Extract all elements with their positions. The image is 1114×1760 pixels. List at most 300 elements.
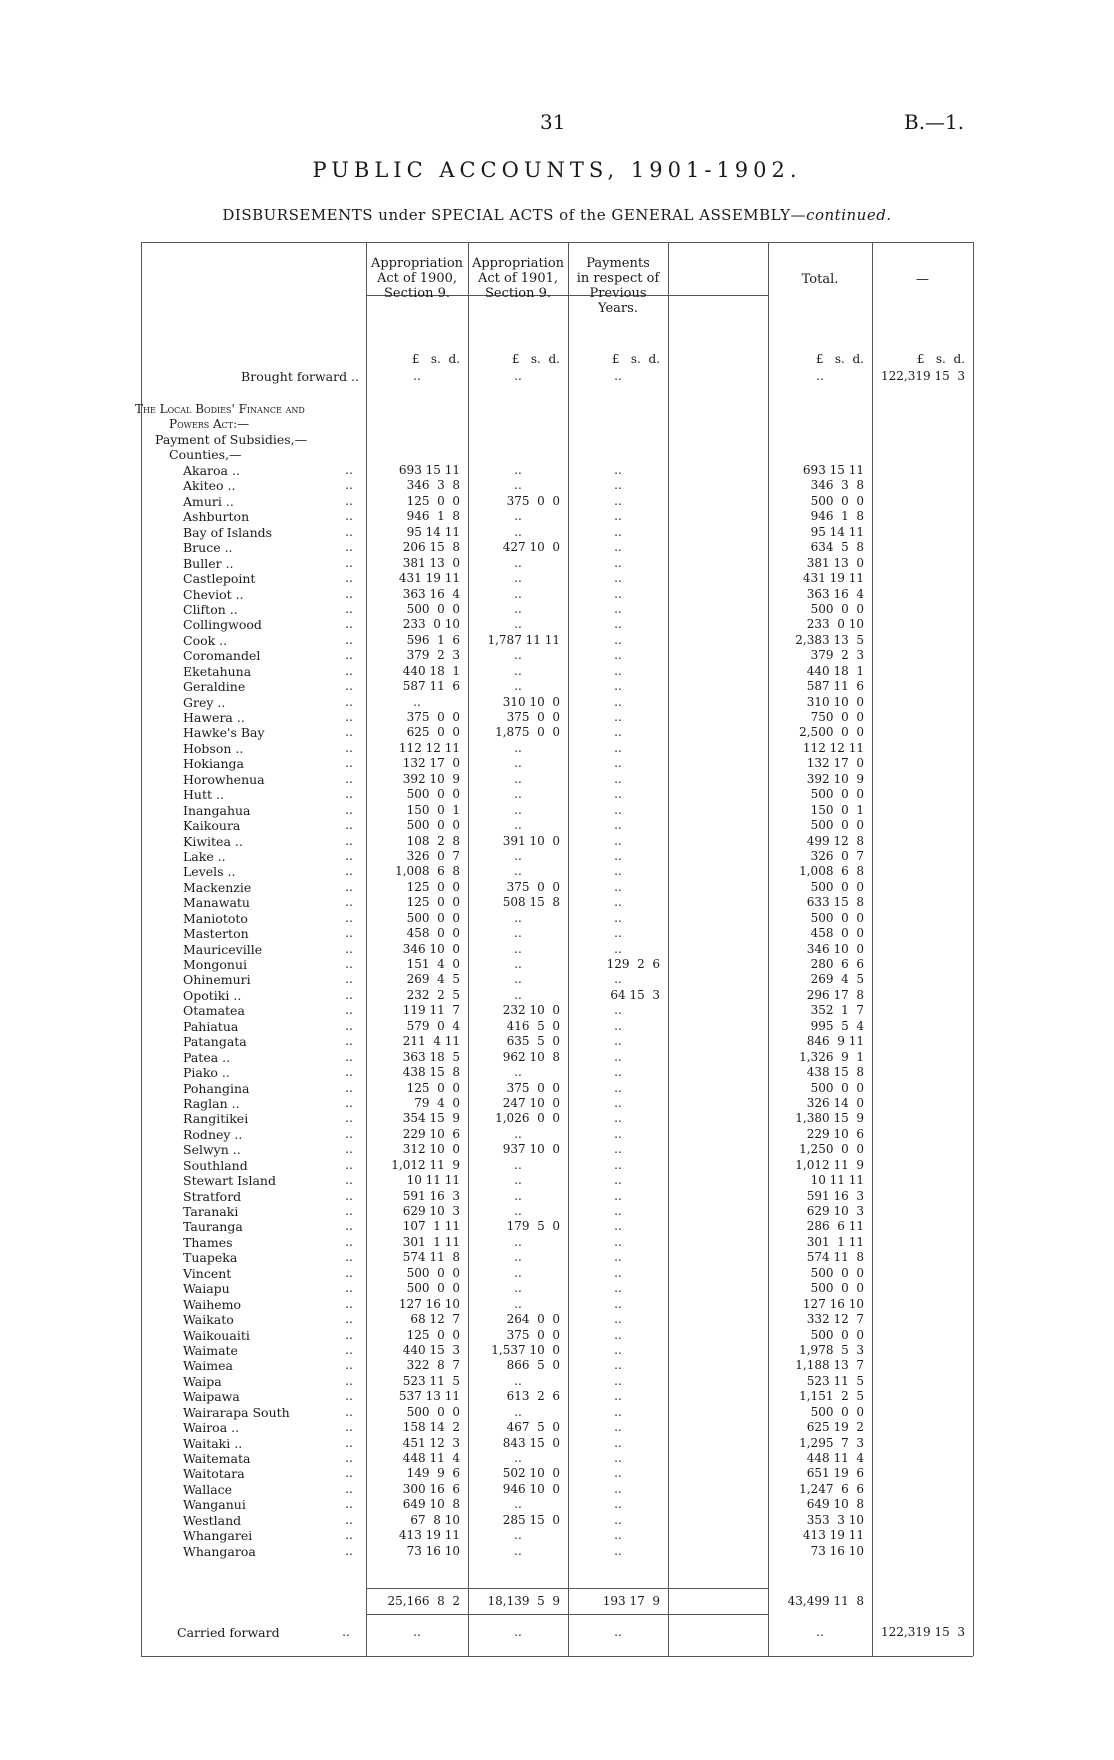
amount-c2: 937 10 0 xyxy=(502,1142,560,1157)
amount-c2: .. xyxy=(514,463,522,477)
county-name: Mackenzie xyxy=(183,879,252,895)
amount-c4: 693 15 11 xyxy=(802,463,864,477)
amount-c1: 346 10 0 xyxy=(402,941,460,956)
leader-dots: .. xyxy=(345,617,353,632)
amount-c3: .. xyxy=(614,1512,622,1527)
leader-dots: .. xyxy=(345,1188,353,1203)
amount-c3: .. xyxy=(614,1528,622,1543)
amount-c2: .. xyxy=(514,941,522,956)
table-row xyxy=(141,1050,973,1065)
amount-c1: 438 15 8 xyxy=(402,1065,460,1080)
amount-c1: 354 15 9 xyxy=(402,1111,460,1126)
table-row xyxy=(141,849,973,864)
county-name: Pahiatua xyxy=(183,1018,239,1034)
amount-c4: 326 0 7 xyxy=(810,848,864,863)
table-row xyxy=(141,1250,973,1265)
amount-c1: 625 0 0 xyxy=(406,725,460,740)
amount-c3: .. xyxy=(614,1250,622,1265)
county-name: Wanganui xyxy=(183,1497,246,1513)
amount-c4: 2,383 13 5 xyxy=(795,632,864,647)
table-row xyxy=(141,602,973,617)
totals-underline xyxy=(366,1614,768,1615)
amount-c2: 375 0 0 xyxy=(506,710,560,724)
amount-c2: 232 10 0 xyxy=(502,1003,560,1018)
table-row xyxy=(141,1420,973,1435)
amount-c3: .. xyxy=(614,1404,622,1419)
table-row xyxy=(141,1374,973,1389)
amount-c1: 107 1 11 xyxy=(402,1219,460,1234)
county-name: Tauranga xyxy=(183,1219,243,1235)
leader-dots: .. xyxy=(345,632,353,647)
amount-c1: 523 11 5 xyxy=(402,1373,460,1388)
amount-c2: 635 5 0 xyxy=(506,1034,560,1049)
amount-c4: 1,978 5 3 xyxy=(799,1342,864,1357)
table-row xyxy=(141,710,973,725)
amount-c1: 629 10 3 xyxy=(402,1204,460,1218)
amount-c4: 301 1 11 xyxy=(806,1234,864,1249)
table-row xyxy=(141,1081,973,1096)
amount-c4: 458 0 0 xyxy=(810,926,864,941)
amount-c1: 300 16 6 xyxy=(402,1481,460,1496)
amount-c1: 125 0 0 xyxy=(406,493,460,508)
amount-c3: .. xyxy=(614,1018,622,1033)
amount-c3: .. xyxy=(614,524,622,539)
amount-c3: .. xyxy=(614,601,622,616)
amount-c3: .. xyxy=(614,1265,622,1280)
amount-c3: .. xyxy=(614,555,622,570)
amount-c1: 312 10 0 xyxy=(402,1142,460,1157)
amount-c3: .. xyxy=(614,1034,622,1049)
amount-c2: .. xyxy=(514,1296,522,1311)
leader-dots: .. xyxy=(345,1342,353,1357)
amount-c4: 363 16 4 xyxy=(806,586,864,601)
county-name: Wairarapa South xyxy=(183,1404,290,1420)
leader-dots: .. xyxy=(345,1451,353,1465)
leader-dots: .. xyxy=(345,1034,353,1049)
column-header-previous-years: Payments in respect of Previous Years. xyxy=(576,256,660,316)
amount-c3: .. xyxy=(614,740,622,755)
amount-c2: .. xyxy=(514,1373,522,1388)
amount-c4: 73 16 10 xyxy=(810,1543,864,1558)
amount-c4: 1,188 13 7 xyxy=(795,1358,864,1373)
amount-c4: 346 3 8 xyxy=(810,478,864,493)
amount-c2: .. xyxy=(514,818,522,833)
amount-c4: 523 11 5 xyxy=(806,1373,864,1388)
amount-c1: 448 11 4 xyxy=(402,1451,460,1465)
amount-c3: .. xyxy=(614,1327,622,1342)
amount-c4: 310 10 0 xyxy=(806,694,864,709)
county-name: Vincent xyxy=(183,1265,232,1281)
amount-c4: 500 0 0 xyxy=(810,910,864,925)
amount-c4: 286 6 11 xyxy=(806,1219,864,1234)
amount-c3: .. xyxy=(614,1049,622,1064)
table-row xyxy=(141,756,973,771)
amount-c2: 179 5 0 xyxy=(506,1219,560,1234)
amount-c4: 95 14 11 xyxy=(810,524,864,539)
amount-c2: .. xyxy=(514,617,522,632)
leader-dots: .. xyxy=(345,725,353,740)
table-row xyxy=(141,834,973,849)
amount-c3: .. xyxy=(614,1451,622,1465)
leader-dots: .. xyxy=(345,1373,353,1388)
amount-c3: .. xyxy=(614,1312,622,1327)
amount-c4: 233 0 10 xyxy=(806,617,864,632)
amount-c2: 427 10 0 xyxy=(502,540,560,555)
leader-dots: .. xyxy=(345,555,353,570)
amount-c4: 500 0 0 xyxy=(810,1327,864,1342)
amount-c1: 500 0 0 xyxy=(406,1281,460,1296)
county-name: Mauriceville xyxy=(183,941,263,957)
column-header-blank: — xyxy=(916,272,929,287)
table-row xyxy=(141,1297,973,1312)
amount-c3: .. xyxy=(614,540,622,555)
leader-dots: .. xyxy=(345,787,353,802)
amount-c4: 946 1 8 xyxy=(810,509,864,524)
amount-c1: 413 19 11 xyxy=(398,1528,460,1543)
amount-c2: 613 2 6 xyxy=(506,1389,560,1404)
amount-c3: .. xyxy=(614,972,622,987)
amount-c4: 10 11 11 xyxy=(810,1173,864,1188)
county-name: Geraldine xyxy=(183,679,246,695)
amount-c1: 67 8 10 xyxy=(410,1512,460,1527)
amount-c1: 500 0 0 xyxy=(406,818,460,833)
table-row xyxy=(141,1497,973,1512)
county-name: Wallace xyxy=(183,1481,233,1497)
amount-c2: .. xyxy=(514,864,522,879)
amount-c3: .. xyxy=(614,895,622,910)
leader-dots: .. xyxy=(345,864,353,879)
unit-label: £ s. d. xyxy=(511,352,560,366)
leader-dots: .. xyxy=(345,1111,353,1126)
leader-dots: .. xyxy=(345,1389,353,1404)
amount-c3: .. xyxy=(614,617,622,632)
amount-c3: .. xyxy=(614,910,622,925)
amount-c1: 363 18 5 xyxy=(402,1049,460,1064)
amount-c3: .. xyxy=(614,710,622,724)
amount-c2: .. xyxy=(514,648,522,663)
table-row xyxy=(141,525,973,540)
county-name: Hobson .. xyxy=(183,740,244,756)
county-name: Masterton xyxy=(183,926,249,942)
amount-c2: .. xyxy=(514,586,522,601)
leader-dots: .. xyxy=(345,926,353,941)
table-row xyxy=(141,1204,973,1219)
amount-c3: .. xyxy=(614,1126,622,1141)
amount-c2: 946 10 0 xyxy=(502,1481,560,1496)
amount-c3: .. xyxy=(614,1466,622,1481)
amount-c1: 392 10 9 xyxy=(402,771,460,786)
amount-c1: 500 0 0 xyxy=(406,601,460,616)
amount-c4: 633 15 8 xyxy=(806,895,864,910)
leader-dots: .. xyxy=(345,1219,353,1234)
amount-c3: .. xyxy=(614,1373,622,1388)
county-name: Waihemo xyxy=(183,1296,242,1312)
brought-forward-c4: .. xyxy=(816,369,824,383)
table-bottom-rule xyxy=(141,1656,973,1657)
leader-dots: .. xyxy=(345,571,353,586)
table-row xyxy=(141,1528,973,1543)
leader-dots: .. xyxy=(345,1003,353,1018)
amount-c2: .. xyxy=(514,771,522,786)
amount-c3: .. xyxy=(614,1389,622,1404)
amount-c4: 269 4 5 xyxy=(810,972,864,987)
table-row xyxy=(141,648,973,663)
leader-dots: .. xyxy=(345,879,353,894)
amount-c1: 574 11 8 xyxy=(402,1250,460,1265)
table-row xyxy=(141,617,973,632)
amount-c1: 1,012 11 9 xyxy=(391,1157,460,1172)
amount-c4: 112 12 11 xyxy=(802,740,864,755)
leader-dots: .. xyxy=(345,895,353,910)
amount-c1: 269 4 5 xyxy=(406,972,460,987)
amount-c1: 229 10 6 xyxy=(402,1126,460,1141)
table-row xyxy=(141,803,973,818)
disbursements-table xyxy=(135,242,973,1656)
amount-c3: .. xyxy=(614,1095,622,1110)
table-row xyxy=(141,556,973,571)
table-right-rule xyxy=(973,242,974,1656)
amount-c4: 500 0 0 xyxy=(810,1080,864,1095)
amount-c2: .. xyxy=(514,1234,522,1249)
leader-dots: .. xyxy=(345,1543,353,1558)
leader-dots: .. xyxy=(345,586,353,601)
amount-c3: .. xyxy=(614,1481,622,1496)
leader-dots: .. xyxy=(345,1265,353,1280)
amount-c2: 1,875 0 0 xyxy=(495,725,560,740)
amount-c3: .. xyxy=(614,1543,622,1558)
amount-c2: .. xyxy=(514,1204,522,1218)
amount-c4: 326 14 0 xyxy=(806,1095,864,1110)
amount-c4: 500 0 0 xyxy=(810,818,864,833)
amount-c3: .. xyxy=(614,1296,622,1311)
amount-c2: .. xyxy=(514,1404,522,1419)
table-row xyxy=(141,1142,973,1157)
leader-dots: .. xyxy=(345,1481,353,1496)
leader-dots: .. xyxy=(345,679,353,694)
amount-c2: 866 5 0 xyxy=(506,1358,560,1373)
leader-dots: .. xyxy=(345,493,353,508)
amount-c4: 1,250 0 0 xyxy=(799,1142,864,1157)
amount-c4: 150 0 1 xyxy=(810,802,864,817)
county-name: Pohangina xyxy=(183,1080,250,1096)
amount-c3: .. xyxy=(614,833,622,848)
leader-dots: .. xyxy=(345,601,353,616)
leader-dots: .. xyxy=(345,694,353,709)
amount-c2: .. xyxy=(514,601,522,616)
amount-c2: 467 5 0 xyxy=(506,1420,560,1435)
county-name: Taranaki xyxy=(183,1204,239,1219)
amount-c2: .. xyxy=(514,926,522,941)
county-name: Kiwitea .. xyxy=(183,833,243,849)
amount-c1: 73 16 10 xyxy=(406,1543,460,1558)
amount-c3: .. xyxy=(614,879,622,894)
amount-c1: 431 19 11 xyxy=(398,571,460,586)
table-row xyxy=(141,1235,973,1250)
amount-c3: .. xyxy=(614,1342,622,1357)
table-row xyxy=(141,478,973,493)
table-row xyxy=(141,1019,973,1034)
amount-c4: 353 3 10 xyxy=(806,1512,864,1527)
brought-forward-c1: .. xyxy=(413,369,421,383)
amount-c2: 264 0 0 xyxy=(506,1312,560,1327)
amount-c3: .. xyxy=(614,1173,622,1188)
amount-c1: 322 8 7 xyxy=(406,1358,460,1373)
amount-c1: 363 16 4 xyxy=(402,586,460,601)
amount-c2: 416 5 0 xyxy=(506,1018,560,1033)
carried-forward-c1: .. xyxy=(413,1625,421,1639)
county-name: Thames xyxy=(183,1234,233,1250)
amount-c1: 379 2 3 xyxy=(406,648,460,663)
amount-c4: 379 2 3 xyxy=(810,648,864,663)
amount-c1: 591 16 3 xyxy=(402,1188,460,1203)
leader-dots: .. xyxy=(345,1404,353,1419)
county-name: Kaikoura xyxy=(183,818,241,834)
county-name: Waikouaiti xyxy=(183,1327,250,1343)
amount-c2: .. xyxy=(514,1543,522,1558)
amount-c2: 508 15 8 xyxy=(502,895,560,910)
amount-c1: 375 0 0 xyxy=(406,710,460,724)
county-name: Horowhenua xyxy=(183,771,265,787)
leader-dots: .. xyxy=(345,1204,353,1218)
amount-c2: .. xyxy=(514,1173,522,1188)
carried-forward-label: Carried forward xyxy=(177,1625,280,1640)
amount-c1: 500 0 0 xyxy=(406,910,460,925)
amount-c4: 846 9 11 xyxy=(806,1034,864,1049)
amount-c3: .. xyxy=(614,802,622,817)
amount-c1: 451 12 3 xyxy=(402,1435,460,1450)
leader-dots: .. xyxy=(345,1296,353,1311)
county-name: Selwyn .. xyxy=(183,1142,241,1158)
amount-c2: .. xyxy=(514,663,522,678)
amount-c1: 346 3 8 xyxy=(406,478,460,493)
carried-forward-c2: .. xyxy=(514,1625,522,1639)
table-row xyxy=(141,679,973,694)
amount-c4: 629 10 3 xyxy=(806,1204,864,1218)
amount-c2: .. xyxy=(514,756,522,771)
county-name: Castlepoint xyxy=(183,571,256,587)
amount-c3: .. xyxy=(614,756,622,771)
amount-c4: 625 19 2 xyxy=(806,1420,864,1435)
table-row xyxy=(141,1466,973,1481)
leader-dots: .. xyxy=(345,1080,353,1095)
table-row xyxy=(141,664,973,679)
county-name: Waitemata xyxy=(183,1451,251,1466)
county-name: Lake .. xyxy=(183,848,226,864)
amount-c1: 150 0 1 xyxy=(406,802,460,817)
table-row xyxy=(141,895,973,910)
amount-c3: .. xyxy=(614,1358,622,1373)
county-name: Ashburton xyxy=(183,509,250,525)
amount-c2: .. xyxy=(514,478,522,493)
amount-c4: 651 19 6 xyxy=(806,1466,864,1481)
leader-dots: .. xyxy=(345,463,353,477)
table-row xyxy=(141,587,973,602)
amount-c3: .. xyxy=(614,1497,622,1512)
table-row xyxy=(141,911,973,926)
amount-c1: 125 0 0 xyxy=(406,879,460,894)
table-row xyxy=(141,972,973,987)
brought-forward-amount: 122,319 15 3 xyxy=(881,369,965,383)
amount-c4: 1,295 7 3 xyxy=(799,1435,864,1450)
table-row xyxy=(141,1328,973,1343)
county-name: Rodney .. xyxy=(183,1126,243,1142)
amount-c1: 500 0 0 xyxy=(406,787,460,802)
amount-c4: 574 11 8 xyxy=(806,1250,864,1265)
amount-c4: 500 0 0 xyxy=(810,493,864,508)
amount-c4: 381 13 0 xyxy=(806,555,864,570)
amount-c1: 151 4 0 xyxy=(406,957,460,971)
page-title: PUBLIC ACCOUNTS, 1901-1902. xyxy=(312,158,802,182)
amount-c4: 132 17 0 xyxy=(806,756,864,771)
table-row xyxy=(141,1266,973,1281)
amount-c1: 440 18 1 xyxy=(402,663,460,678)
leader-dots: .. xyxy=(345,478,353,493)
leader-dots: .. xyxy=(345,972,353,987)
total-act-1900: 25,166 8 2 xyxy=(387,1594,460,1608)
unit-label: £ s. d. xyxy=(815,352,864,366)
table-row xyxy=(141,1436,973,1451)
leader-dots: .. xyxy=(345,663,353,678)
table-row xyxy=(141,1219,973,1234)
leader-dots: .. xyxy=(345,1497,353,1512)
amount-c4: 499 12 8 xyxy=(806,833,864,848)
amount-c2: 1,787 11 11 xyxy=(487,632,560,647)
amount-c2: 285 15 0 xyxy=(502,1512,560,1527)
amount-c3: .. xyxy=(614,926,622,941)
amount-c1: 149 9 6 xyxy=(406,1466,460,1481)
leader-dots: .. xyxy=(345,957,353,971)
amount-c1: 1,008 6 8 xyxy=(395,864,460,879)
leader-dots: .. xyxy=(345,1358,353,1373)
county-name: Coromandel xyxy=(183,648,261,664)
leader-dots: .. xyxy=(345,1173,353,1188)
county-name: Grey .. xyxy=(183,694,226,710)
county-name: Patea .. xyxy=(183,1049,231,1065)
amount-c4: 1,247 6 6 xyxy=(799,1481,864,1496)
amount-c2: .. xyxy=(514,740,522,755)
leader-dots: .. xyxy=(345,524,353,539)
column-header-total: Total. xyxy=(801,272,839,287)
amount-c2: .. xyxy=(514,1157,522,1172)
leader-dots: .. xyxy=(345,771,353,786)
amount-c2: .. xyxy=(514,787,522,802)
amount-c1: 125 0 0 xyxy=(406,895,460,910)
table-row xyxy=(141,540,973,555)
amount-c1: 127 16 10 xyxy=(398,1296,460,1311)
amount-c3: .. xyxy=(614,848,622,863)
counties-heading: Counties,— xyxy=(169,447,242,462)
table-row xyxy=(141,1281,973,1296)
county-name: Southland xyxy=(183,1157,248,1173)
amount-c3: .. xyxy=(614,771,622,786)
leader-dots: .. xyxy=(345,756,353,771)
amount-c3: .. xyxy=(614,663,622,678)
amount-c1: 440 15 3 xyxy=(402,1342,460,1357)
table-row xyxy=(141,957,973,972)
amount-c2: 502 10 0 xyxy=(502,1466,560,1481)
amount-c1: .. xyxy=(413,694,421,709)
county-name: Westland xyxy=(183,1512,242,1528)
amount-c2: .. xyxy=(514,972,522,987)
act-title-line-1: The Local Bodies' Finance and xyxy=(135,402,305,416)
amount-c2: 1,537 10 0 xyxy=(491,1342,560,1357)
leader-dots: .. xyxy=(345,1435,353,1450)
amount-c1: 500 0 0 xyxy=(406,1404,460,1419)
county-name: Clifton .. xyxy=(183,601,238,617)
amount-c2: 310 10 0 xyxy=(502,694,560,709)
amount-c3: .. xyxy=(614,509,622,524)
amount-c2: .. xyxy=(514,1281,522,1296)
